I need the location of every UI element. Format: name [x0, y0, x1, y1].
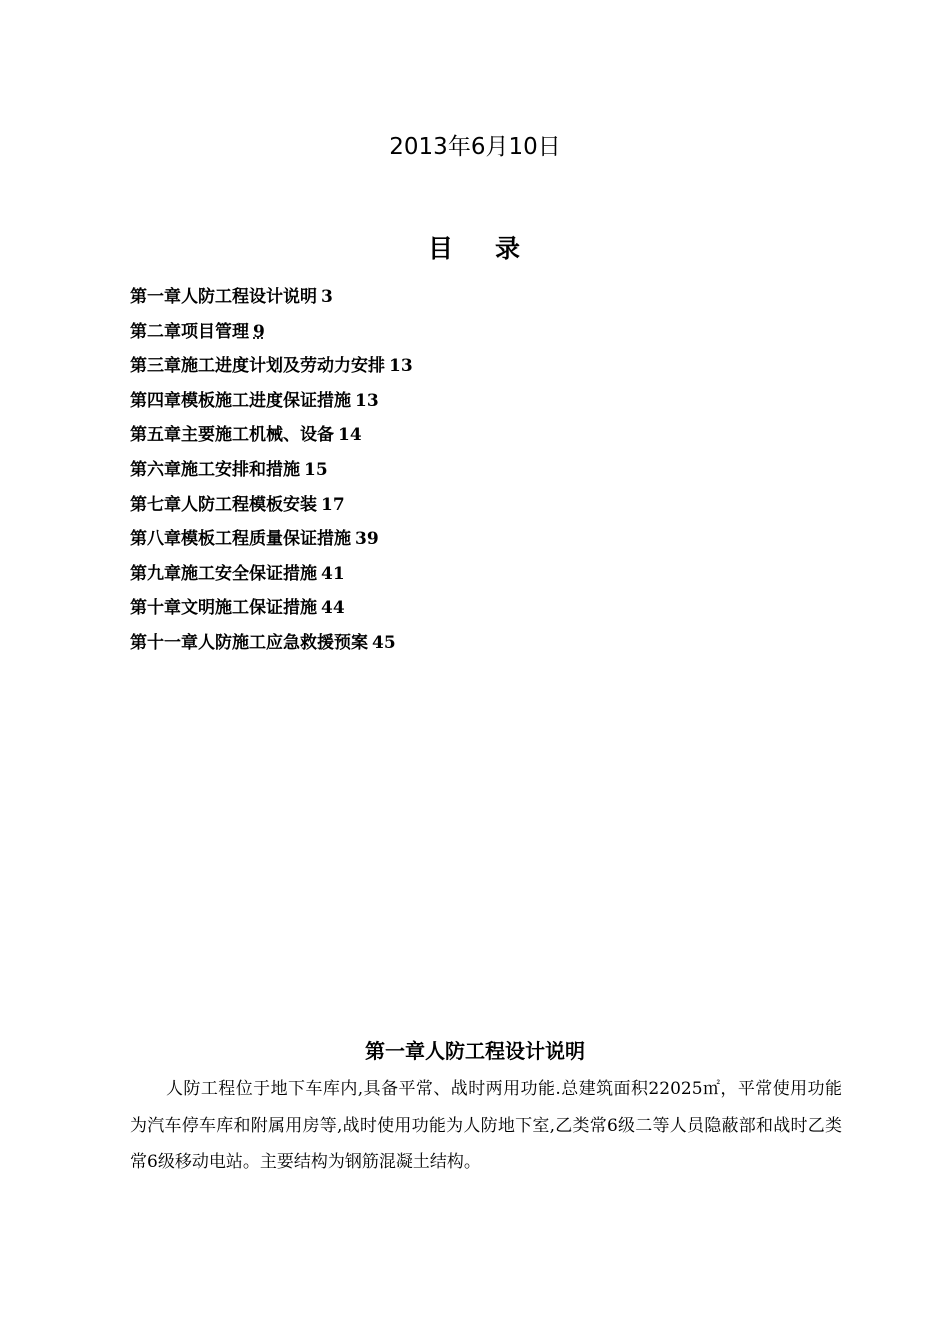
toc-entry-page: 3 — [321, 287, 333, 307]
toc-entry-chapter-11[interactable] — [130, 626, 413, 661]
toc-entry-chapter-9[interactable] — [130, 557, 413, 592]
toc-entry-page: 44 — [321, 598, 345, 619]
toc-entry-label: 第七章人防工程模板安装 — [130, 494, 317, 515]
toc-entry-label: 第四章模板施工进度保证措施 — [130, 390, 351, 411]
toc-entry-label: 第十章文明施工保证措施 — [130, 598, 317, 619]
toc-entry-chapter-5[interactable] — [130, 418, 413, 453]
toc-entry-label: 第三章施工进度计划及劳动力安排 — [130, 356, 385, 377]
toc-entry-label: 第一章人防工程设计说明 — [130, 287, 317, 307]
toc-entry-chapter-7[interactable] — [130, 488, 413, 523]
toc-entry-page: 17 — [321, 494, 345, 515]
toc-heading — [0, 232, 950, 266]
toc-entry-label: 第二章项目管理 — [130, 321, 249, 342]
toc-entry-chapter-2[interactable] — [130, 315, 413, 350]
toc-entry-chapter-4[interactable] — [130, 384, 413, 419]
toc-entry-label: 第十一章人防施工应急救援预案 — [130, 632, 368, 653]
chapter-1-heading: 第一章人防工程设计说明 — [365, 1039, 585, 1063]
toc-entry-chapter-3[interactable] — [130, 349, 413, 384]
toc-entry-page: 39 — [355, 529, 379, 550]
toc-entry-page: 14 — [338, 425, 362, 446]
toc-entry-label: 第九章施工安全保证措施 — [130, 563, 317, 584]
toc-entry-chapter-8[interactable] — [130, 522, 413, 557]
toc-entry-page: 41 — [321, 563, 345, 584]
toc-heading-left: 目 — [427, 234, 455, 263]
toc-entry-page: 15 — [304, 459, 328, 480]
toc-entry-page: 9 — [253, 321, 265, 342]
toc-heading-right: 录 — [495, 234, 523, 263]
chapter-1-paragraph: 人防工程位于地下车库内,具备平常、战时两用功能.总建筑面积22025㎡，平常使用功能为汽车停车库和附属用房等,战时使用功能为人防地下室,乙类常6级二等人员隐蔽部和战时乙类常6级移动电站。主要结构为钢筋混凝土结构。 — [130, 1079, 842, 1172]
document-date: 2013年6月10日 — [389, 134, 561, 160]
table-of-contents — [130, 280, 413, 661]
toc-entry-chapter-1[interactable] — [130, 280, 413, 315]
toc-entry-label: 第六章施工安排和措施 — [130, 459, 300, 480]
toc-entry-page: 13 — [355, 390, 379, 411]
toc-entry-page: 45 — [372, 632, 396, 653]
toc-entry-chapter-10[interactable] — [130, 591, 413, 626]
toc-entry-chapter-6[interactable] — [130, 453, 413, 488]
toc-entry-label: 第五章主要施工机械、设备 — [130, 425, 334, 446]
toc-entry-page: 13 — [389, 356, 413, 377]
toc-entry-label: 第八章模板工程质量保证措施 — [130, 529, 351, 550]
